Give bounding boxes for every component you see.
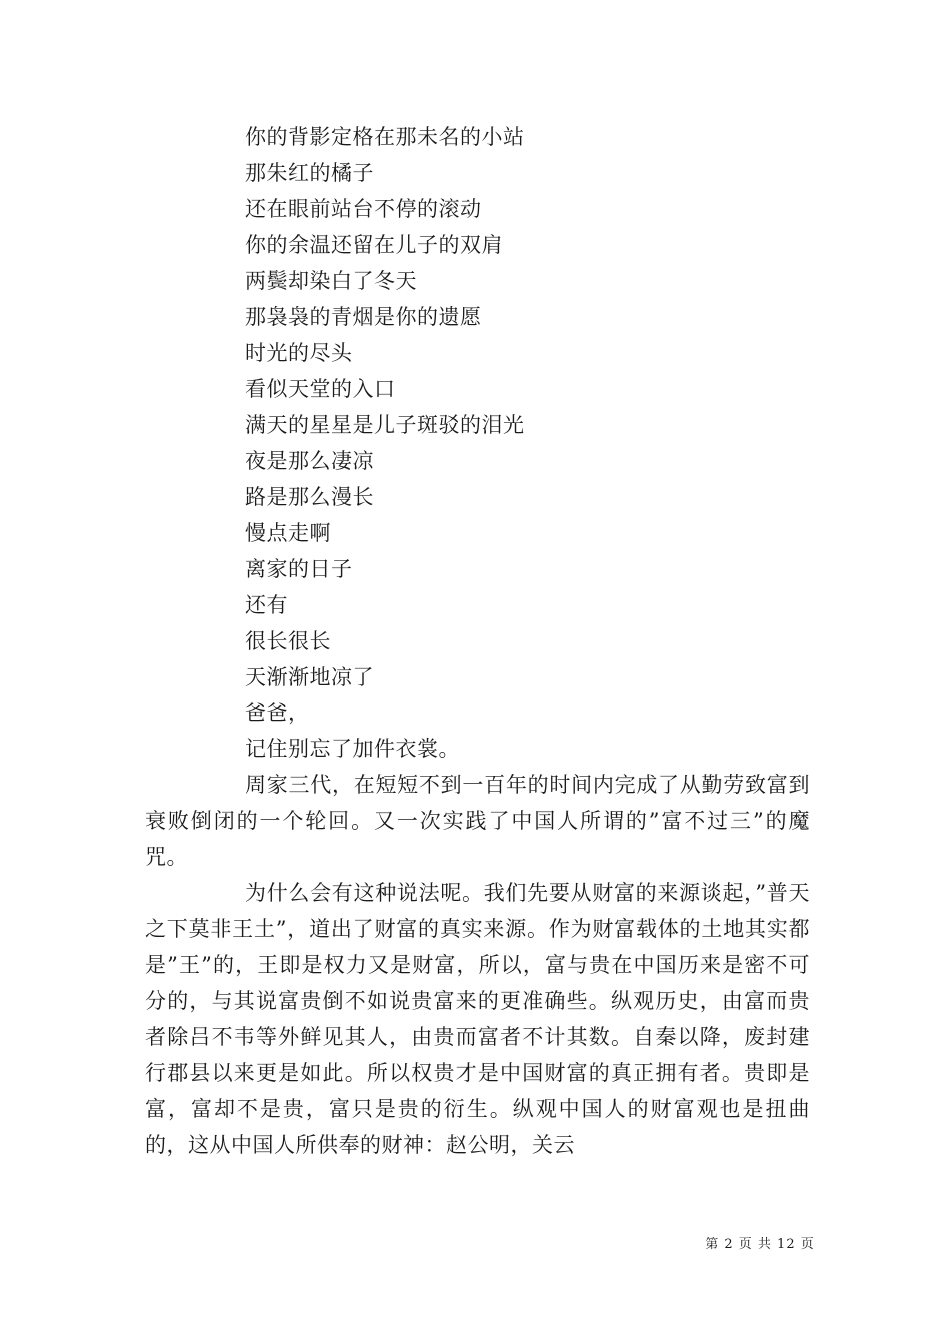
paragraph-wealth-origin: 为什么会有这种说法呢。我们先要从财富的来源谈起，”普天之下莫非王土”，道出了财富的真实来源。作为财富载体的土地其实都是”王”的，王即是权力又是财富，所以，富与贵在中国历来是密不可分的，与其说富贵倒不如说贵富来的更准确些。纵观历史，由富而贵者除吕不韦等外鲜见其人，由贵而富者不计其数。自秦以降，废封建行郡县以来更是如此。所以权贵才是中国财富的真正拥有者。贵即是富，富却不是贵，富只是贵的衍生。纵观中国人的财富观也是扭曲的，这从中国人所供奉的财神：赵公明，关云 (145, 881, 810, 1157)
poem-line: 时光的尽头 (245, 341, 353, 365)
poem-line: 看似天堂的入口 (245, 377, 396, 401)
poem-line: 离家的日子 (245, 557, 353, 581)
poem-line: 天渐渐地凉了 (245, 665, 374, 689)
poem-line: 还在眼前站台不停的滚动 (245, 197, 482, 221)
poem-line: 很长很长 (245, 629, 331, 653)
poem-line: 还有 (245, 593, 288, 617)
poem-line: 满天的星星是儿子斑驳的泪光 (245, 413, 525, 437)
poem-line: 两鬓却染白了冬天 (245, 269, 417, 293)
poem-line: 路是那么漫长 (245, 485, 374, 509)
poem-line: 记住别忘了加件衣裳。 (245, 737, 460, 761)
poem-line: 你的背影定格在那未名的小站 (245, 125, 525, 149)
prose-block (145, 767, 810, 1163)
poem-line: 慢点走啊 (245, 521, 331, 545)
paragraph-zhou-family: 周家三代，在短短不到一百年的时间内完成了从勤劳致富到衰败倒闭的一个轮回。又一次实践了中国人所谓的”富不过三”的魔咒。 (145, 773, 810, 869)
poem-line: 那袅袅的青烟是你的遗愿 (245, 305, 482, 329)
poem-line: 夜是那么凄凉 (245, 449, 374, 473)
poem-block (245, 119, 845, 767)
page-footer (0, 1233, 950, 1252)
poem-line: 爸爸， (245, 701, 310, 725)
page-number: 第 2 页 共 12 页 (705, 1237, 815, 1252)
poem-line: 那朱红的橘子 (245, 161, 374, 185)
poem-line: 你的余温还留在儿子的双肩 (245, 233, 503, 257)
